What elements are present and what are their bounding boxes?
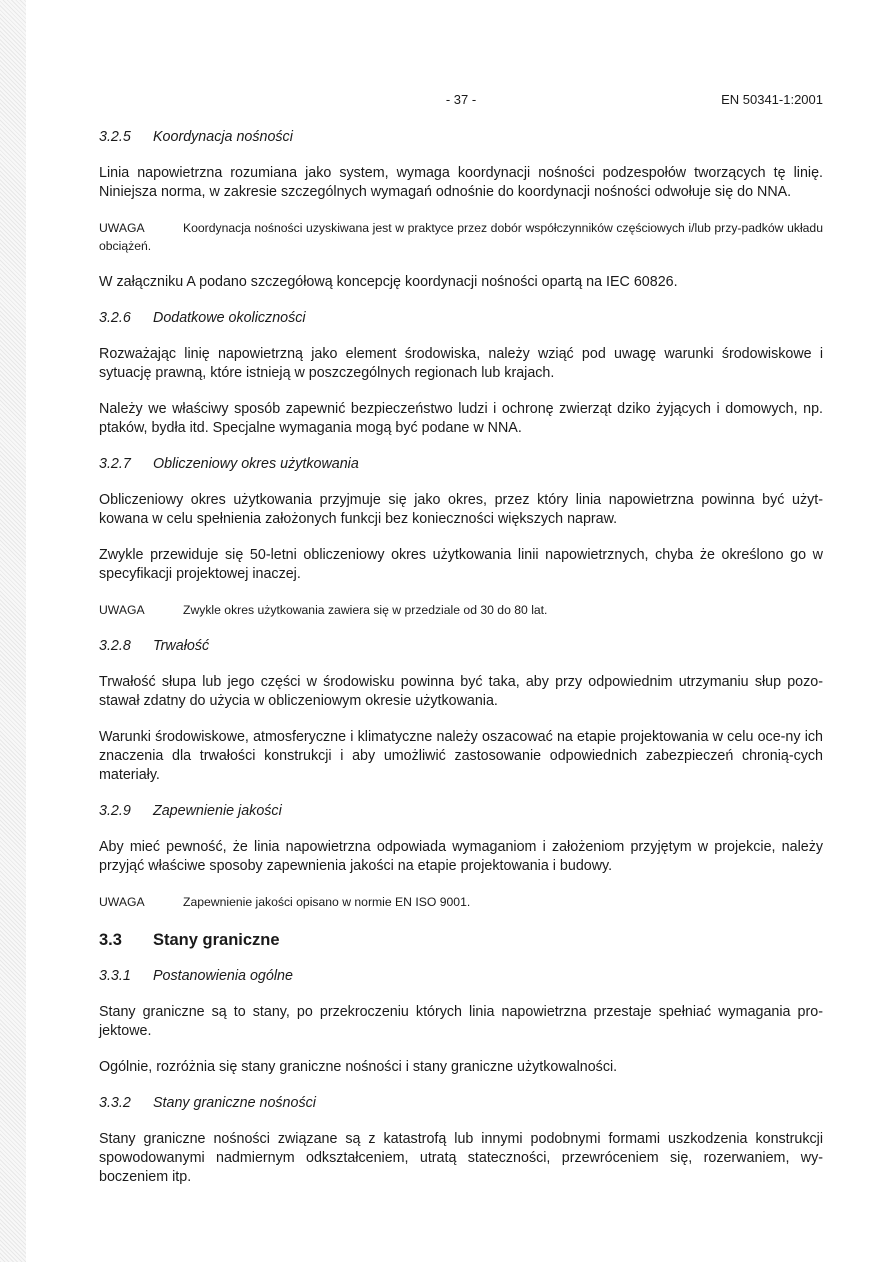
paragraph: Warunki środowiskowe, atmosferyczne i klimatyczne należy oszacować na etapie projektowania w celu oce-ny ich znaczenia dla trwałości konstrukcji i aby umożliwić zastosowanie odpowiednich zabezpieczeń chronią-cych materiały. (99, 729, 823, 783)
paragraph: Zwykle przewiduje się 50-letni obliczeniowy okres użytkowania linii napowietrznych, chyba że określono go w specyfikacji projektowej inaczej. (99, 547, 823, 582)
subsection-title: Postanowienia ogólne (153, 968, 293, 984)
subsection-number: 3.3.1 (99, 968, 131, 984)
section-heading (99, 929, 823, 951)
note (99, 893, 823, 911)
section-title: Stany graniczne (153, 931, 280, 949)
paragraph: Trwałość słupa lub jego części w środowisku powinna być taka, aby przy odpowiednim utrzymaniu słup pozo-stawał zdatny do użycia w obliczeniowym okresie użytkowania. (99, 674, 823, 709)
subsection-number: 3.3.2 (99, 1095, 131, 1111)
scan-edge (0, 0, 26, 1262)
note-text: Koordynacja nośności uzyskiwana jest w praktyce przez dobór współczynników częściowych i/lub przy-padków układu obciążeń. (99, 221, 823, 253)
document-id: EN 50341-1:2001 (721, 92, 823, 107)
note-label: UWAGA (99, 603, 145, 617)
note-label: UWAGA (99, 895, 145, 909)
subsection-number: 3.2.7 (99, 456, 131, 472)
subsection-heading (99, 309, 823, 328)
subsection-heading (99, 637, 823, 656)
subsection-title: Koordynacja nośności (153, 129, 293, 145)
subsection-number: 3.2.9 (99, 803, 131, 819)
subsection-number: 3.2.8 (99, 638, 131, 654)
subsection-title: Zapewnienie jakości (153, 803, 282, 819)
subsection-title: Dodatkowe okoliczności (153, 310, 306, 326)
subsection-title: Trwałość (153, 638, 210, 654)
subsection-heading (99, 802, 823, 821)
paragraph: Ogólnie, rozróżnia się stany graniczne nośności i stany graniczne użytkowalności. (99, 1059, 618, 1075)
document-body (99, 128, 823, 1204)
note-text: Zwykle okres użytkowania zawiera się w przedziale od 30 do 80 lat. (183, 603, 548, 617)
paragraph: Rozważając linię napowietrzną jako element środowiska, należy wziąć pod uwagę warunki środowiskowe i sytuację prawną, które istnieją w poszczególnych regionach lub krajach. (99, 346, 823, 381)
subsection-number: 3.2.6 (99, 310, 131, 326)
note-text: Zapewnienie jakości opisano w normie EN ISO 9001. (183, 895, 471, 909)
subsection-title: Stany graniczne nośności (153, 1095, 316, 1111)
subsection-number: 3.2.5 (99, 129, 131, 145)
subsection-heading (99, 967, 823, 986)
paragraph: Stany graniczne nośności związane są z katastrofą lub innymi podobnymi formami uszkodzenia konstrukcji spowodowanymi nadmiernym odkształceniem, utratą stateczności, przewróceniem się, rozerwaniem, wy-boczeniem itp. (99, 1131, 823, 1185)
page-number: - 37 - (445, 92, 477, 107)
note-label: UWAGA (99, 221, 145, 235)
paragraph: W załączniku A podano szczegółową koncepcję koordynacji nośności opartą na IEC 60826. (99, 274, 678, 290)
section-number: 3.3 (99, 931, 122, 949)
subsection-heading (99, 1094, 823, 1113)
paragraph: Stany graniczne są to stany, po przekroczeniu których linia napowietrzna przestaje spełniać wymagania pro-jektowe. (99, 1004, 823, 1039)
note (99, 601, 823, 619)
paragraph: Aby mieć pewność, że linia napowietrzna odpowiada wymaganiom i założeniom przyjętym w projekcie, należy przyjąć właściwe sposoby zapewnienia jakości na etapie projektowania i budowy. (99, 839, 823, 874)
note (99, 219, 823, 255)
paragraph: Obliczeniowy okres użytkowania przyjmuje się jako okres, przez który linia napowietrzna powinna być użyt-kowana w celu spełnienia założonych funkcji bez konieczności większych napraw. (99, 492, 823, 527)
paragraph: Należy we właściwy sposób zapewnić bezpieczeństwo ludzi i ochronę zwierząt dziko żyjących i domowych, np. ptaków, bydła itd. Specjalne wymagania mogą być podane w NNA. (99, 401, 823, 436)
subsection-heading (99, 128, 823, 147)
paragraph: Linia napowietrzna rozumiana jako system, wymaga koordynacji nośności podzespołów tworzących tę linię. Niniejsza norma, w zakresie szczególnych wymagań odnośnie do koordynacji nośności odwołuje się do NNA. (99, 165, 823, 200)
subsection-title: Obliczeniowy okres użytkowania (153, 456, 359, 472)
page-header (99, 92, 823, 110)
subsection-heading (99, 455, 823, 474)
